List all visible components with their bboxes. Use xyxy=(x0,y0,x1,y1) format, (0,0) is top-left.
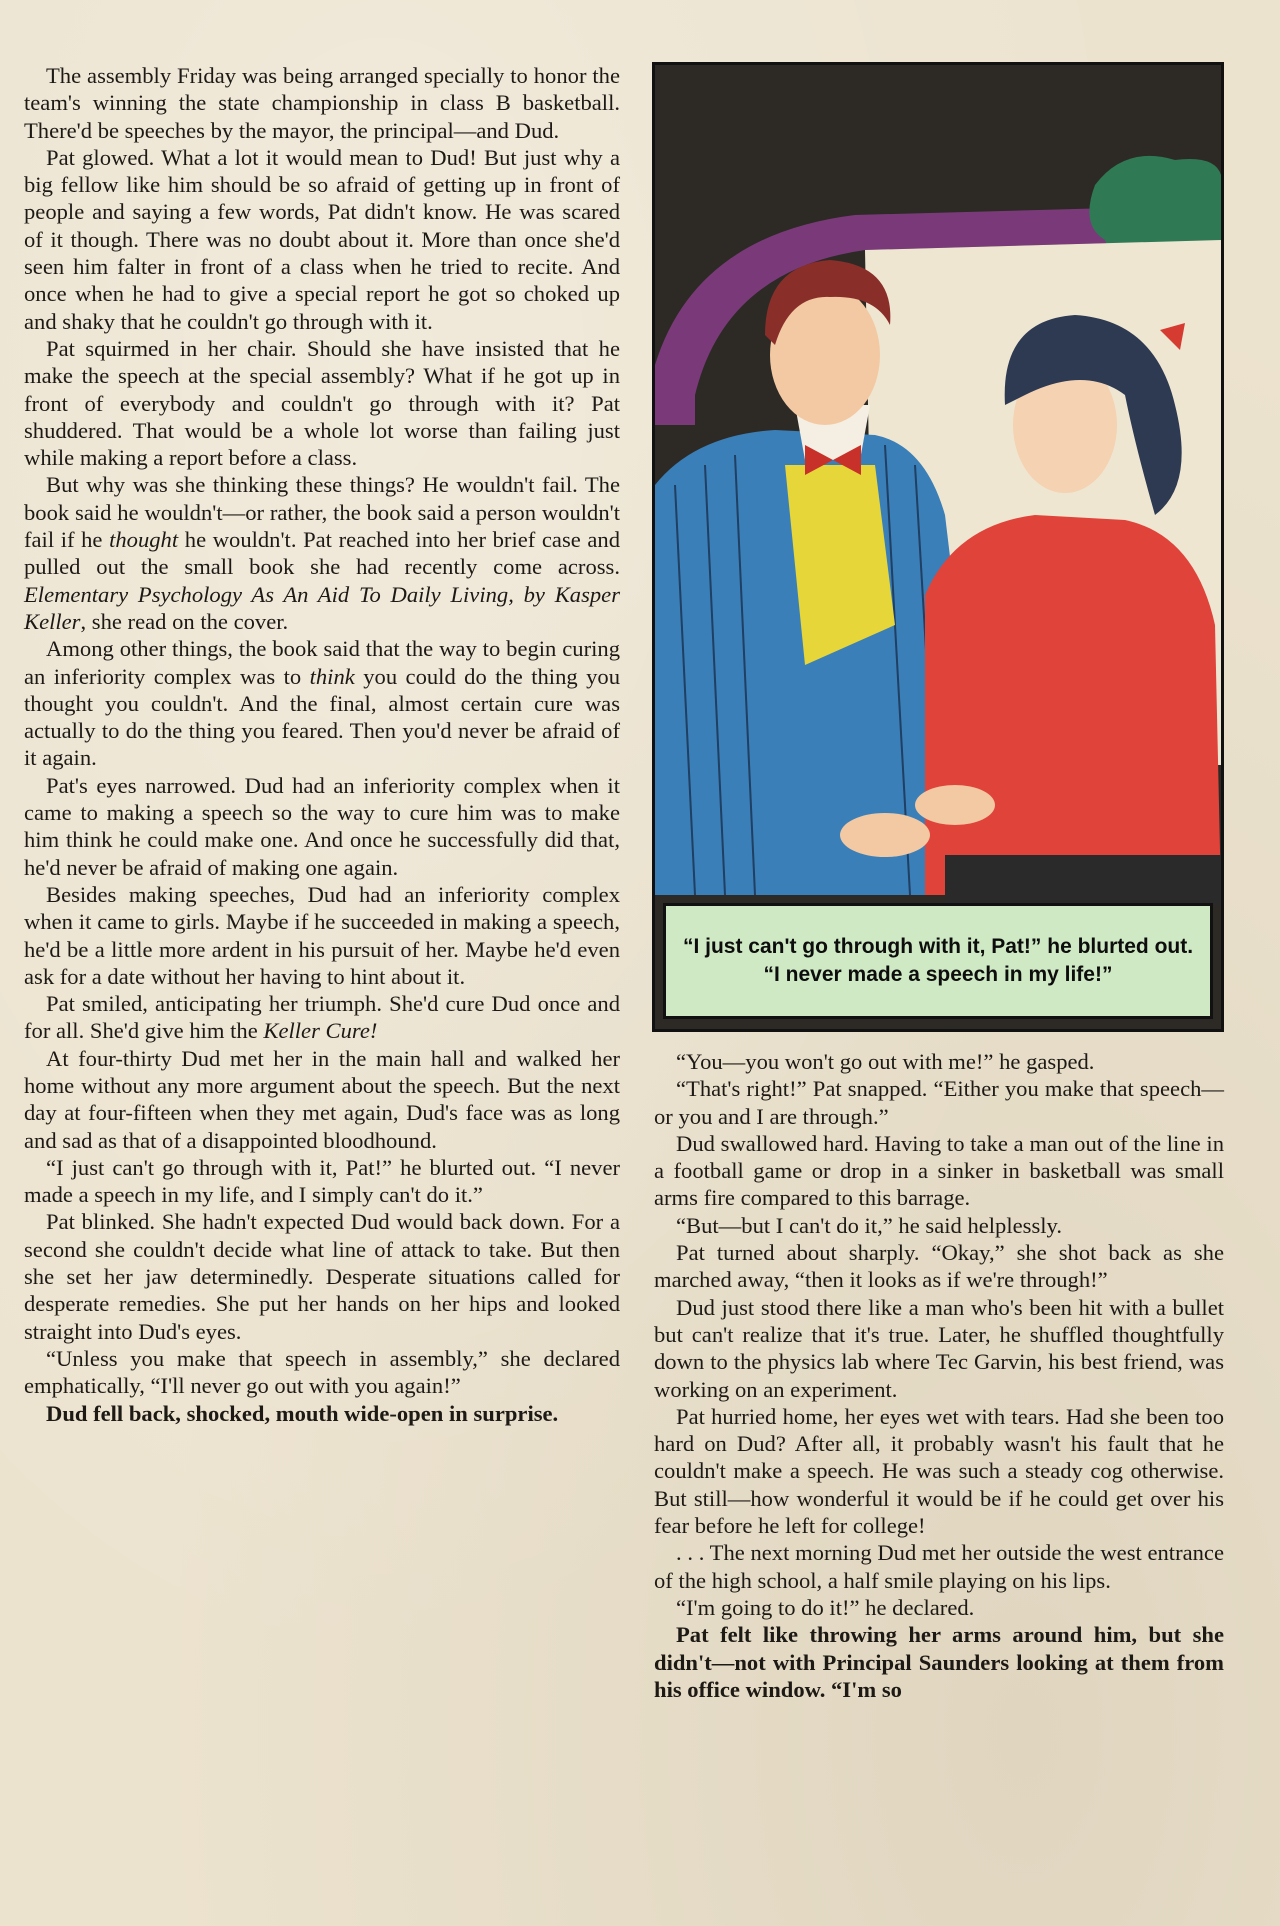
text-run: But why was she thinking these things? He wouldn't fail. The book said he wouldn't—or rather, the book said a person wouldn't fail if he xyxy=(24,472,620,553)
emphasis: thought xyxy=(109,527,179,553)
paragraph xyxy=(24,471,620,635)
left-text-column xyxy=(24,62,620,1427)
comic-panel xyxy=(652,62,1224,1032)
paragraph: Dud fell back, shocked, mouth wide-open in surprise. xyxy=(46,1400,559,1426)
man-hand xyxy=(840,813,930,857)
text-run: you could do the thing you thought you couldn't. And the final, almost certain cure was actually to do the thing you feared. Then you'd never be afraid of it again. xyxy=(24,663,620,771)
paragraph: Pat's eyes narrowed. Dud had an inferiority complex when it came to making a speech so the way to cure him was to make him think he could make one. And once he successfully did that, he'd never be afraid of making one again. xyxy=(24,772,620,880)
paragraph: At four-thirty Dud met her in the main hall and walked her home without any more argument about the speech. But the next day at four-fifteen when they met again, Dud's face was as long and sad as that of a disappointed bloodhound. xyxy=(24,1045,620,1153)
book-title: Elementary Psychology As An Aid To Daily Living, by Kasper Keller xyxy=(24,581,620,634)
emphasis: Keller Cure! xyxy=(263,1018,378,1044)
paragraph: “I just can't go through with it, Pat!” he blurted out. “I never made a speech in my life, and I simply can't do it.” xyxy=(24,1154,620,1208)
text-run: Pat smiled, anticipating her triumph. She'd cure Dud once and for all. She'd give him the xyxy=(24,991,620,1044)
text-run: Among other things, the book said that the way to begin curing an inferiority complex was to xyxy=(24,636,620,689)
paragraph: “You—you won't go out with me!” he gasped. xyxy=(676,1049,1095,1074)
woman-blouse xyxy=(925,515,1221,895)
paragraph: . . . The next morning Dud met her outside the west entrance of the high school, a half smile playing on his lips. xyxy=(654,1540,1224,1593)
panel-caption: “I just can't go through with it, Pat!” he blurted out. “I never made a speech in my life!” xyxy=(663,903,1213,1019)
paragraph: Pat blinked. She hadn't expected Dud would back down. For a second she couldn't decide what line of attack to take. But then she set her jaw determinedly. Desperate situations called for desperate remedies. She put her hands on her hips and looked straight into Dud's eyes. xyxy=(24,1209,620,1344)
paragraph: Dud swallowed hard. Having to take a man out of the line in a football game or drop in a sinker in basketball was small arms fire compared to this barrage. xyxy=(654,1130,1224,1211)
paragraph: Pat felt like throwing her arms around him, but she didn't—not with Principal Saunders looking at them from his office window. “I'm so xyxy=(654,1622,1224,1702)
text-run: , she read on the cover. xyxy=(80,608,289,634)
paragraph: “Unless you make that speech in assembly,” she declared emphatically, “I'll never go out with you again!” xyxy=(24,1345,620,1399)
right-text-column xyxy=(654,1048,1224,1703)
paragraph: Pat squirmed in her chair. Should she have insisted that he make the speech at the special assembly? What if he got up in front of everybody and couldn't go through with it? Pat shuddered. That would be a whole lot worse than failing just while making a report before a class. xyxy=(24,335,620,471)
paragraph: The assembly Friday was being arranged specially to honor the team's winning the state championship in class B basketball. There'd be speeches by the mayor, the principal—and Dud. xyxy=(24,63,620,143)
woman-skirt xyxy=(945,855,1221,905)
paragraph: “I'm going to do it!” he declared. xyxy=(676,1594,975,1620)
emphasis: think xyxy=(309,663,355,689)
paragraph xyxy=(24,635,620,771)
paragraph: Besides making speeches, Dud had an inferiority complex when it came to girls. Maybe if he succeeded in making a speech, he'd be a little more ardent in his pursuit of her. Maybe he'd even ask for a date without her having to hint about it. xyxy=(24,881,620,989)
paragraph xyxy=(24,990,620,1045)
man-hand xyxy=(915,785,995,825)
paragraph: Pat hurried home, her eyes wet with tears. Had she been too hard on Dud? After all, it probably wasn't his fault that he couldn't make a speech. He was such a steady cog otherwise. But still—how wonderful it would be if he could get over his fear before he left for college! xyxy=(654,1403,1224,1539)
paragraph: Dud just stood there like a man who's been hit with a bullet but can't realize that it's true. Later, he shuffled thoughtfully down to the physics lab where Tec Garvin, his best friend, was working on an experiment. xyxy=(654,1294,1224,1402)
panel-illustration xyxy=(655,65,1221,1029)
paragraph: Pat turned about sharply. “Okay,” she shot back as she marched away, “then it looks as if we're through!” xyxy=(654,1240,1224,1293)
text-run: he wouldn't. Pat reached into her brief case and pulled out the small book she had recently come across. xyxy=(24,527,621,580)
paragraph: “That's right!” Pat snapped. “Either you make that speech—or you and I are through.” xyxy=(654,1076,1224,1129)
paragraph: Pat glowed. What a lot it would mean to Dud! But just why a big fellow like him should be so afraid of getting up in front of people and saying a few words, Pat didn't know. He was scared of it though. There was no doubt about it. More than once she'd seen him falter in front of a class when he tried to recite. And once when he had to give a special report he got so choked up and shaky that he couldn't go through with it. xyxy=(24,144,620,334)
paragraph: “But—but I can't do it,” he said helplessly. xyxy=(676,1212,1062,1238)
